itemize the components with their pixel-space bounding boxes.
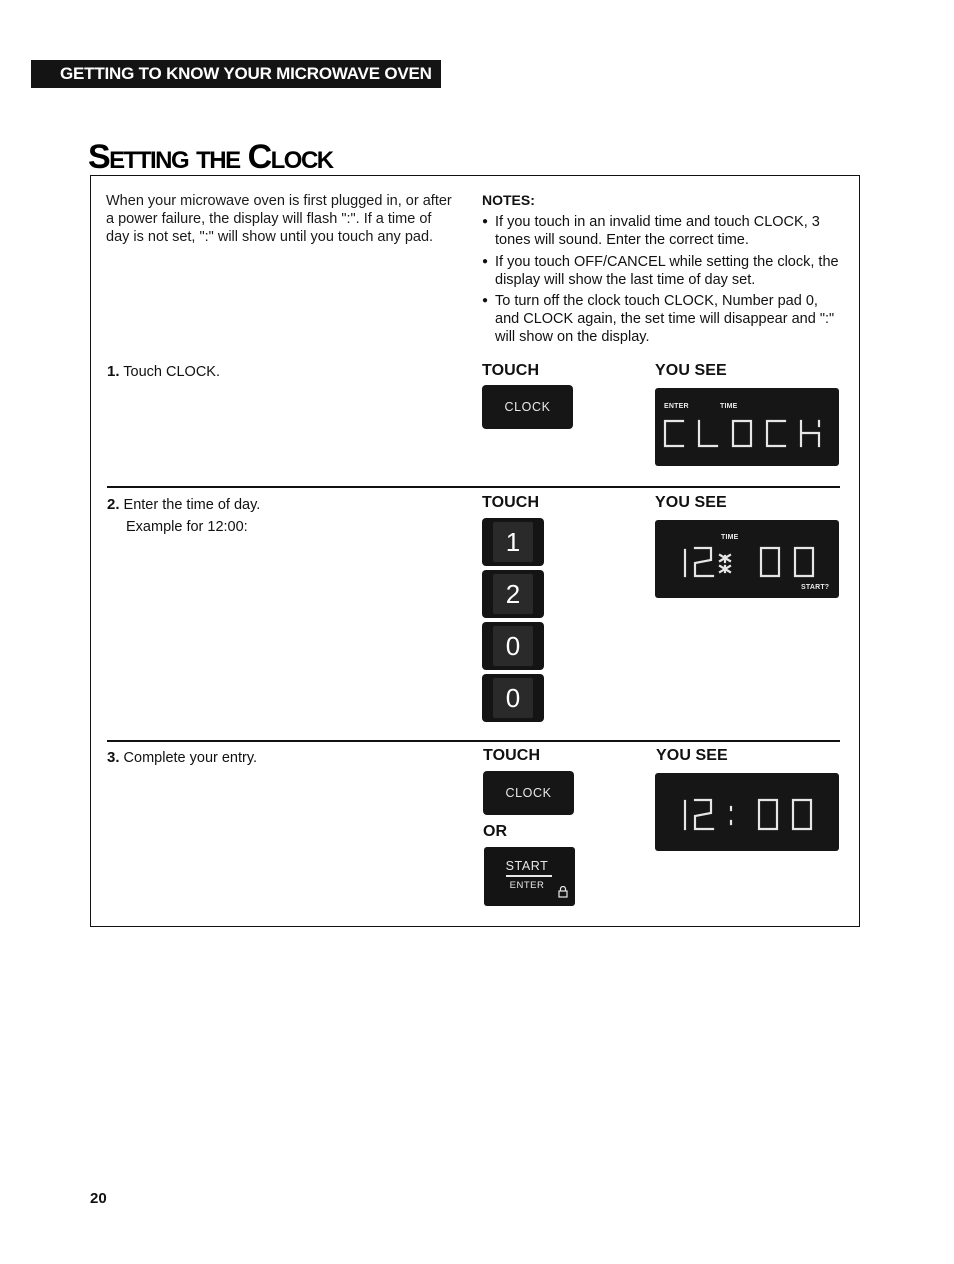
- segment-readout: [655, 520, 839, 598]
- display-panel-set-time: [655, 773, 839, 851]
- note-item: ● If you touch in an invalid time and touch CLOCK, 3 tones will sound. Enter the correct time.: [482, 213, 842, 249]
- clock-key[interactable]: CLOCK: [483, 771, 574, 815]
- step-2: [107, 494, 260, 516]
- start-indicator: START?: [801, 584, 830, 591]
- segment-readout: [655, 388, 839, 466]
- number-key-2[interactable]: [482, 570, 544, 618]
- touch-heading: TOUCH: [483, 747, 541, 764]
- section-header-bar: GETTING TO KNOW YOUR MICROWAVE OVEN: [31, 60, 441, 88]
- step-number: 2.: [107, 496, 120, 513]
- time-indicator: TIME: [720, 403, 738, 410]
- enter-label: ENTER: [509, 880, 545, 891]
- display-panel-clock: [655, 388, 839, 466]
- note-item: ● If you touch OFF/CANCEL while setting the clock, the display will show the last time of day set.: [482, 253, 842, 289]
- note-item: ● To turn off the clock touch CLOCK, Number pad 0, and CLOCK again, the set time will disappear and ":" will show on the display.: [482, 292, 842, 346]
- intro-paragraph: When your microwave oven is first plugged in, or after a power failure, the display will flash ":". If a time of day is not set, ":" will show until you touch any pad.: [106, 193, 452, 245]
- touch-heading: TOUCH: [482, 362, 540, 379]
- display-panel-time-entry: [655, 520, 839, 598]
- key-digit: 0: [493, 678, 533, 718]
- divider: [107, 740, 840, 742]
- key-digit: 1: [493, 522, 533, 562]
- clock-key[interactable]: CLOCK: [482, 385, 573, 429]
- segment-readout: [655, 773, 839, 851]
- step-text: Complete your entry.: [123, 750, 258, 766]
- step-3: [107, 747, 257, 769]
- key-underline: [506, 875, 552, 877]
- step-text: Enter the time of day.: [123, 497, 261, 513]
- you-see-heading: YOU SEE: [656, 747, 728, 764]
- step-1: [107, 361, 220, 383]
- or-label: OR: [483, 823, 508, 840]
- enter-indicator: ENTER: [664, 403, 689, 410]
- you-see-heading: YOU SEE: [655, 362, 727, 379]
- step-number: 1.: [107, 363, 120, 380]
- you-see-heading: YOU SEE: [655, 494, 727, 511]
- number-key-0[interactable]: [482, 674, 544, 722]
- step-example: Example for 12:00:: [126, 519, 248, 535]
- lock-icon: [558, 886, 568, 898]
- key-digit: 2: [493, 574, 533, 614]
- divider: [107, 486, 840, 488]
- step-text: Touch CLOCK.: [123, 364, 221, 380]
- start-enter-key[interactable]: [484, 847, 575, 906]
- notes-heading: NOTES:: [482, 192, 535, 208]
- number-key-0[interactable]: [482, 622, 544, 670]
- page-number: 20: [90, 1190, 107, 1207]
- page-title: Setting the Clock: [88, 138, 333, 176]
- key-digit: 0: [493, 626, 533, 666]
- start-label: START: [505, 859, 549, 873]
- touch-heading: TOUCH: [482, 494, 540, 511]
- time-indicator: TIME: [721, 534, 739, 541]
- step-number: 3.: [107, 749, 120, 766]
- number-key-1[interactable]: [482, 518, 544, 566]
